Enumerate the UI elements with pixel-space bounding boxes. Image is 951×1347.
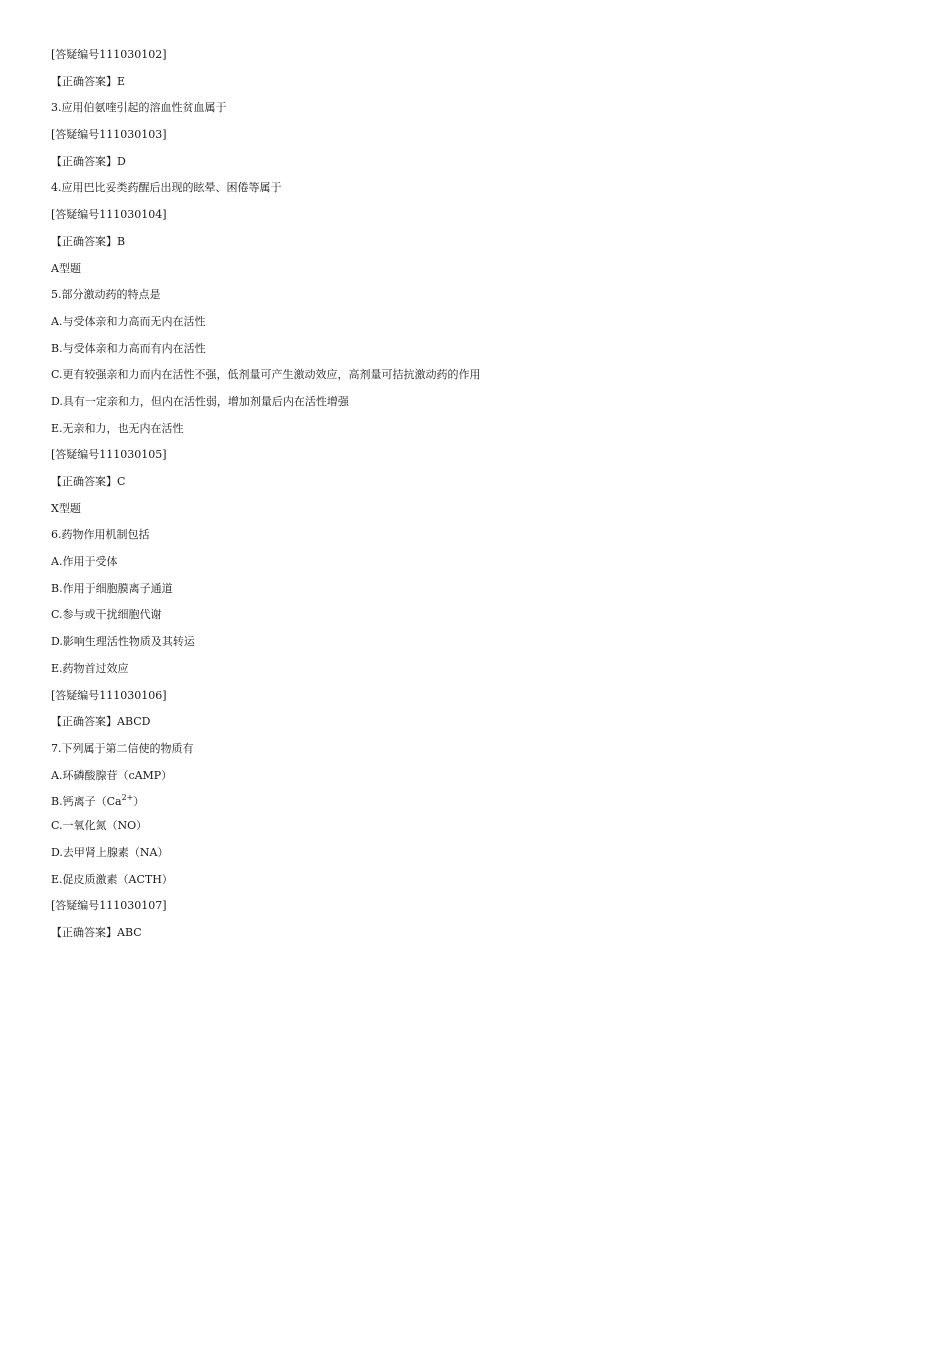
question-id-line: [答疑编号111030105] <box>51 448 167 462</box>
option-line: E.促皮质激素（ACTH） <box>51 872 173 886</box>
option-line: E.无亲和力，也无内在活性 <box>51 421 184 435</box>
option-line-calcium <box>51 794 911 810</box>
question-line: 4.应用巴比妥类药醒后出现的眩晕、困倦等属于 <box>51 181 282 195</box>
calcium-prefix: B.钙离子（Ca <box>51 795 122 809</box>
option-line: A.与受体亲和力高而无内在活性 <box>51 314 206 328</box>
question-line: 7.下列属于第二信使的物质有 <box>51 741 194 755</box>
answer-line: 【正确答案】C <box>51 475 126 488</box>
section-heading: X型题 <box>51 501 81 515</box>
question-line: 6.药物作用机制包括 <box>51 528 150 542</box>
document-page <box>51 47 911 952</box>
option-line: A.环磷酸腺苷（cAMP） <box>51 768 173 782</box>
option-line: B.与受体亲和力高而有内在活性 <box>51 341 206 355</box>
answer-line: 【正确答案】D <box>51 154 126 168</box>
answer-line: 【正确答案】ABCD <box>51 715 151 729</box>
option-line: D.去甲肾上腺素（NA） <box>51 845 169 859</box>
question-id-line: [答疑编号111030106] <box>51 688 167 702</box>
answer-line: 【正确答案】E <box>51 74 126 88</box>
option-line: C.更有较强亲和力而内在活性不强，低剂量可产生激动效应，高剂量可拮抗激动药的作用 <box>51 368 481 382</box>
calcium-suffix: ） <box>133 795 145 809</box>
question-id-line: [答疑编号111030102] <box>51 48 167 61</box>
answer-line: 【正确答案】ABC <box>51 926 142 939</box>
question-id-line: [答疑编号111030103] <box>51 128 167 142</box>
calcium-superscript: 2+ <box>121 793 134 803</box>
answer-line: 【正确答案】B <box>51 234 126 248</box>
question-id-line: [答疑编号111030104] <box>51 208 167 222</box>
option-line: D.影响生理活性物质及其转运 <box>51 635 195 649</box>
option-line: D.具有一定亲和力，但内在活性弱，增加剂量后内在活性增强 <box>51 394 349 408</box>
option-line: C.参与或干扰细胞代谢 <box>51 608 162 622</box>
option-line: E.药物首过效应 <box>51 661 129 675</box>
section-heading: A型题 <box>51 261 81 275</box>
option-line: A.作用于受体 <box>51 555 118 569</box>
question-line: 3.应用伯氨喹引起的溶血性贫血属于 <box>51 101 227 115</box>
question-id-line: [答疑编号111030107] <box>51 899 167 913</box>
option-line: B.作用于细胞膜离子通道 <box>51 581 173 595</box>
question-line: 5.部分激动药的特点是 <box>51 288 161 302</box>
option-line: C.一氧化氮（NO） <box>51 819 148 833</box>
